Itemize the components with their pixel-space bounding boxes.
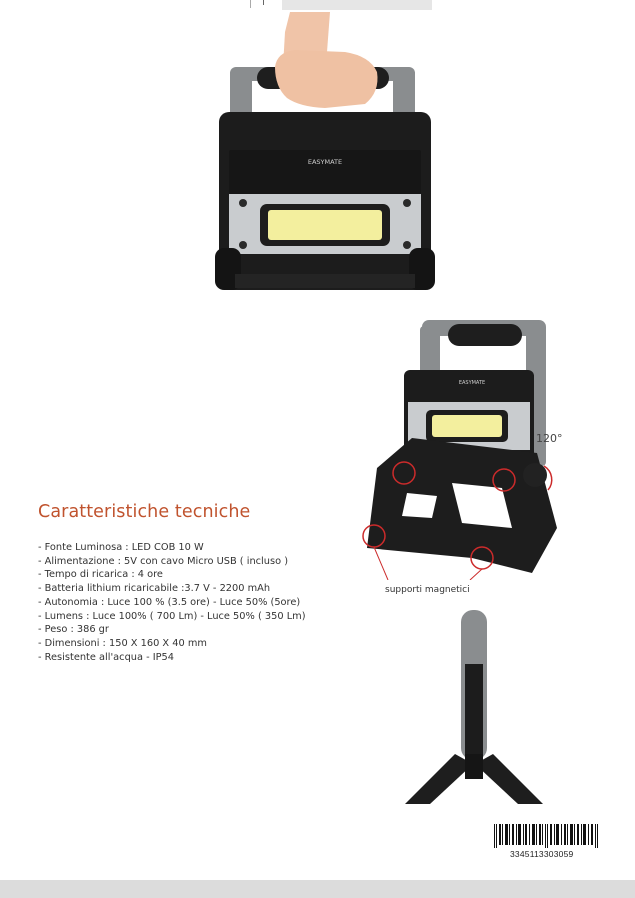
spec-weight: - Peso : 386 gr — [38, 624, 109, 636]
barcode-image — [494, 824, 598, 848]
product-side-photo — [395, 604, 550, 809]
product-front-photo — [205, 12, 445, 297]
magnetic-supports-label: supporti magnetici — [385, 585, 470, 595]
spec-autonomy: - Autonomia : Luce 100 % (3.5 ore) - Luce 50% (5ore) — [38, 596, 301, 608]
specs-heading: Caratteristiche tecniche — [38, 502, 251, 522]
spec-water-resistance: - Resistente all'acqua - IP54 — [38, 651, 175, 663]
spec-battery: - Batteria lithium ricaricabile :3.7 V - 2200 mAh — [38, 583, 271, 595]
spec-charge-time: - Tempo di ricarica : 4 ore — [38, 569, 163, 581]
spec-lumens: - Lumens : Luce 100% ( 700 Lm) - Luce 50% ( 350 Lm) — [38, 610, 306, 622]
product-stand-photo — [352, 318, 567, 580]
spec-dimensions: - Dimensioni : 150 X 160 X 40 mm — [38, 637, 207, 649]
toolbar-tick — [263, 0, 264, 5]
toolbar-field — [282, 0, 432, 10]
brand-logo: EASYMATE — [307, 158, 343, 166]
barcode-number: 3345113303059 — [510, 849, 574, 859]
tilt-angle-label: 120° — [536, 432, 563, 445]
brand-logo-small: EASYMATE — [458, 380, 486, 386]
top-toolbar-strip — [0, 0, 635, 10]
bottom-band — [0, 880, 635, 898]
toolbar-separator — [250, 0, 251, 8]
spec-power-supply: - Alimentazione : 5V con cavo Micro USB ( incluso ) — [38, 555, 289, 567]
spec-light-source: - Fonte Luminosa : LED COB 10 W — [38, 542, 204, 553]
specs-list — [38, 541, 306, 664]
